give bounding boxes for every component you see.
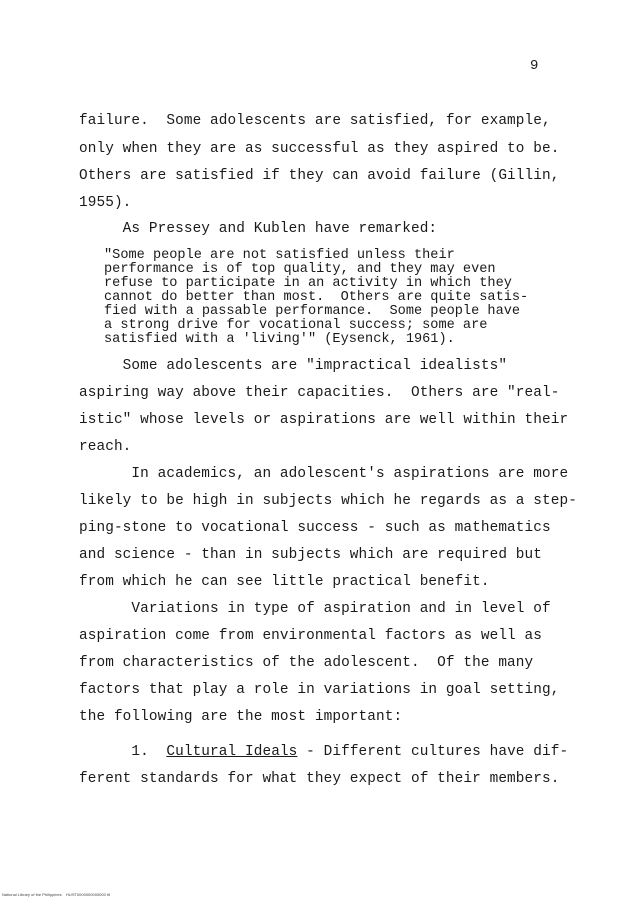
text-line: Some adolescents are "impractical idealists" <box>79 358 508 374</box>
text-line: aspiration come from environmental factors as well as <box>79 628 542 644</box>
quote-line: satisfied with a 'living'" (Eysenck, 1961). <box>104 332 455 347</box>
quote-line: "Some people are not satisfied unless their <box>104 248 455 263</box>
quote-line: a strong drive for vocational success; some are <box>104 318 488 333</box>
text-line: In academics, an adolescent's aspirations are more <box>79 466 569 482</box>
text-line: factors that play a role in variations in goal setting, <box>79 682 560 698</box>
item-text: - Different cultures have dif- <box>297 744 569 760</box>
text-line <box>79 744 568 760</box>
text-line: the following are the most important: <box>79 709 403 725</box>
quote-line: refuse to participate in an activity in which they <box>104 276 512 291</box>
quote-line: cannot do better than most. Others are quite satis- <box>104 290 529 305</box>
text-line: and science - than in subjects which are required but <box>79 547 542 563</box>
text-line: aspiring way above their capacities. Others are "real- <box>79 385 560 401</box>
text-line: from which he can see little practical benefit. <box>79 574 490 590</box>
quote-intro: As Pressey and Kublen have remarked: <box>79 221 438 237</box>
quote-line: fied with a passable performance. Some people have <box>104 304 521 319</box>
text-line: Variations in type of aspiration and in level of <box>79 601 551 617</box>
text-line: istic" whose levels or aspirations are well within their <box>79 412 569 428</box>
text-line: failure. Some adolescents are satisfied, for example, <box>79 113 551 129</box>
text-line: Others are satisfied if they can avoid failure (Gillin, <box>79 168 560 184</box>
text-line: reach. <box>79 439 132 455</box>
text-line: ferent standards for what they expect of their members. <box>79 771 560 787</box>
text-line: only when they are as successful as they aspired to be. <box>79 141 560 157</box>
quote-line: performance is of top quality, and they may even <box>104 262 496 277</box>
item-heading: Cultural Ideals <box>166 744 298 760</box>
text-line: ping-stone to vocational success - such as mathematics <box>79 520 551 536</box>
scan-footer: National Library of the Philippines HUST0000000000000 tif <box>2 892 111 897</box>
page-number: 9 <box>530 58 539 74</box>
text-line: likely to be high in subjects which he regards as a step- <box>79 493 577 509</box>
text-line: from characteristics of the adolescent. Of the many <box>79 655 534 671</box>
text-line: 1955). <box>79 195 132 211</box>
item-number: 1. <box>79 744 167 760</box>
